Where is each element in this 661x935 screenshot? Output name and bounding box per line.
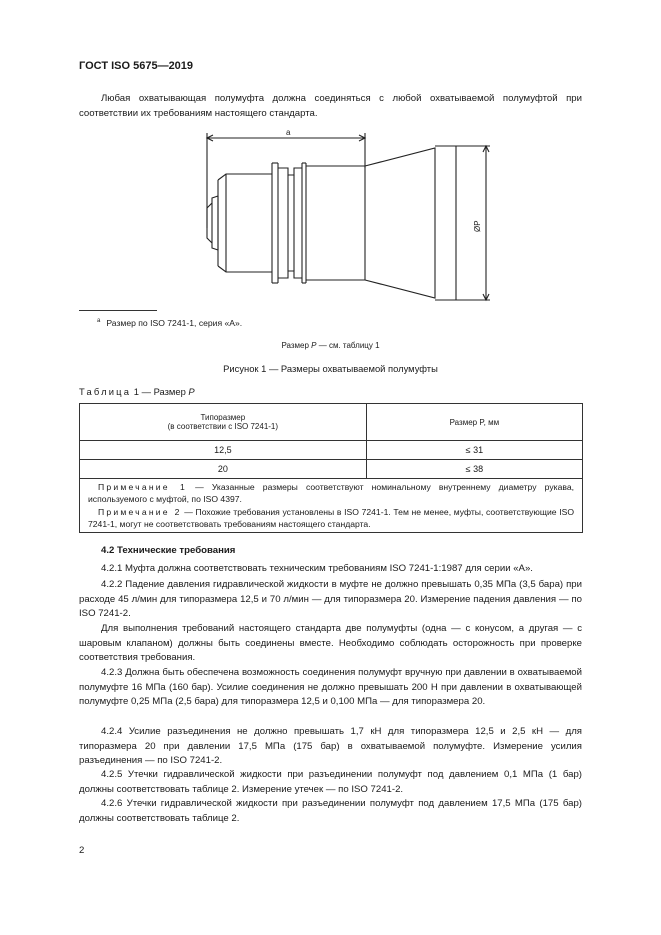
table-notes	[79, 477, 583, 533]
para-4-2-5: 4.2.5 Утечки гидравлической жидкости при разъединении полумуфт под давлением 0,1 МПа (1 бар) должны соответствовать таблице 2. Измерение утечек — по ISO 7241-2.	[79, 769, 582, 795]
para-4-2-3: 4.2.3 Должна быть обеспечена возможность соединения полумуфт вручную при давлении в охватываемой полумуфте 16 МПа (160 бар). Усилие соединения не должно превышать 200 Н при давлении в охватывающей полумуфте 0,25 МПа (2,5 бара) для типоразмера 12,5 и 0,100 МПа — для типоразмера 20.	[79, 667, 582, 708]
figure-caption: Рисунок 1 — Размеры охватываемой полумуфты	[223, 363, 438, 374]
col1-header: Типоразмер (в соответствии с ISO 7241-1)	[80, 404, 367, 441]
table-note-1: Примечание 1 — Указанные размеры соответствуют номинальному внутреннему диаметру рукава, используемого с муфтой, по ISO 4397.	[88, 482, 574, 505]
dim-label-p: ØP	[473, 220, 482, 232]
para-4-2-1: 4.2.1 Муфта должна соответствовать техническим требованиям ISO 7241-1:1987 для серии «А».	[101, 563, 533, 574]
table-title: Таблица 1 — Размер P	[79, 386, 195, 397]
col2-header: Размер P, мм	[366, 404, 582, 441]
row1-size: 12,5	[80, 441, 367, 460]
row2-value: ≤ 38	[366, 460, 582, 479]
footnote-text: Размер по ISO 7241-1, серия «А».	[106, 318, 243, 328]
para-note: Для выполнения требований настоящего стандарта две полумуфты (одна — с конусом, а другая — с шаровым клапаном) должны быть соединены вместе. Необходимо соблюдать осторожность при проверке соответствия требования.	[79, 623, 582, 664]
row1-value: ≤ 31	[366, 441, 582, 460]
dim-label-a: a	[286, 128, 291, 137]
page-header: ГОСТ ISO 5675—2019	[79, 60, 194, 72]
para-4-2-6: 4.2.6 Утечки гидравлической жидкости при разъединении полумуфт под давлением 17,5 МПа (175 бар) должны соответствовать таблице 2.	[79, 798, 582, 824]
size-table	[79, 403, 583, 479]
coupling-drawing	[190, 128, 500, 308]
figure-note-p: Размер P — см. таблицу 1	[281, 341, 380, 350]
footnote	[97, 318, 242, 328]
intro-paragraph: Любая охватывающая полумуфта должна соединяться с любой охватываемой полумуфтой при соответствии их требованиям настоящего стандарта.	[79, 93, 582, 119]
footnote-rule	[79, 310, 157, 311]
para-4-2-2: 4.2.2 Падение давления гидравлической жидкости в муфте не должно превышать 0,35 МПа (3,5 бара) при расходе 45 л/мин для типоразмера 12,5 и 70 л/мин — для типоразмера 20. Измерение падения давления — по ISO 7241-2.	[79, 579, 582, 620]
table-row	[80, 441, 583, 460]
section-heading: 4.2 Технические требования	[101, 545, 236, 556]
table-note-2: Примечание 2 — Похожие требования установлены в ISO 7241-1. Тем не менее, муфты, соответствующие ISO 7241-1, могут не соответствовать требованиям настоящего стандарта.	[88, 506, 574, 530]
row2-size: 20	[80, 460, 367, 479]
page-number: 2	[79, 845, 85, 856]
para-4-2-4: 4.2.4 Усилие разъединения не должно превышать 1,7 кН для типоразмера 12,5 и 2,5 кН — для типоразмера 20 при давлении 17,5 МПа (175 бар) в охватываемой полумуфте. Измерение усилия разъединения — по ISO 7241-2.	[79, 726, 582, 767]
table-row	[80, 460, 583, 479]
table-header-row	[80, 404, 583, 441]
footnote-marker: a	[97, 318, 101, 324]
